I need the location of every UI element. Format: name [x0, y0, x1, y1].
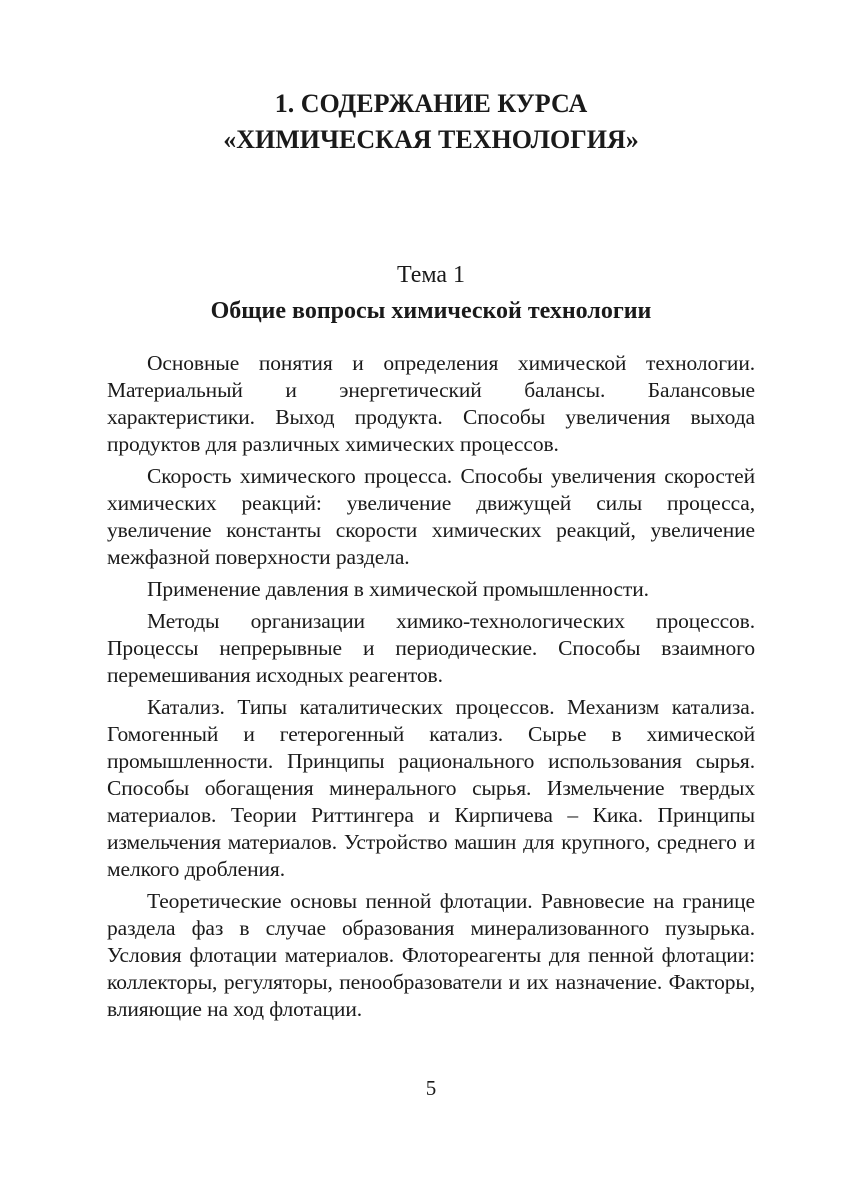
document-page	[107, 0, 755, 1182]
topic-label: Тема 1	[396, 262, 466, 288]
paragraph-reaction-rate: Скорость химического процесса. Способы увеличения скоростей химических реакций: увеличение движущей силы процесса, увеличение константы скорости химических реакций, увеличение межфазной поверхности раздела.	[107, 464, 755, 569]
chapter-title-line-1: 1. СОДЕРЖАНИЕ КУРСА	[274, 89, 588, 118]
paragraph-process-organization: Методы организации химико-технологических процессов. Процессы непрерывные и периодические. Способы взаимного перемешивания исходных реагентов.	[107, 609, 755, 687]
chapter-title	[107, 86, 755, 158]
paragraph-basic-concepts: Основные понятия и определения химической технологии. Материальный и энергетический балансы. Балансовые характеристики. Выход продукта. Способы увеличения выхода продуктов для различных химических процессов.	[107, 351, 755, 456]
paragraph-flotation: Теоретические основы пенной флотации. Равновесие на границе раздела фаз в случае образования минерализованного пузырька. Условия флотации материалов. Флотореагенты для пенной флотации: коллекторы, регуляторы, пенообразователи и их назначение. Факторы, влияющие на ход флотации.	[107, 889, 755, 1021]
chapter-title-line-2: «ХИМИЧЕСКАЯ ТЕХНОЛОГИЯ»	[223, 125, 639, 154]
body-text	[107, 350, 755, 1028]
paragraph-catalysis: Катализ. Типы каталитических процессов. Механизм катализа. Гомогенный и гетерогенный катализ. Сырье в химической промышленности. Принципы рационального использования сырья. Способы обогащения минерального сырья. Измельчение твердых материалов. Теории Риттингера и Кирпичева – Кика. Принципы измельчения материалов. Устройство машин для крупного, среднего и мелкого дробления.	[107, 695, 755, 881]
paragraph-pressure: Применение давления в химической промышленности.	[147, 577, 649, 601]
page-number: 5	[425, 1076, 437, 1100]
topic-title: Общие вопросы химической технологии	[210, 298, 652, 324]
